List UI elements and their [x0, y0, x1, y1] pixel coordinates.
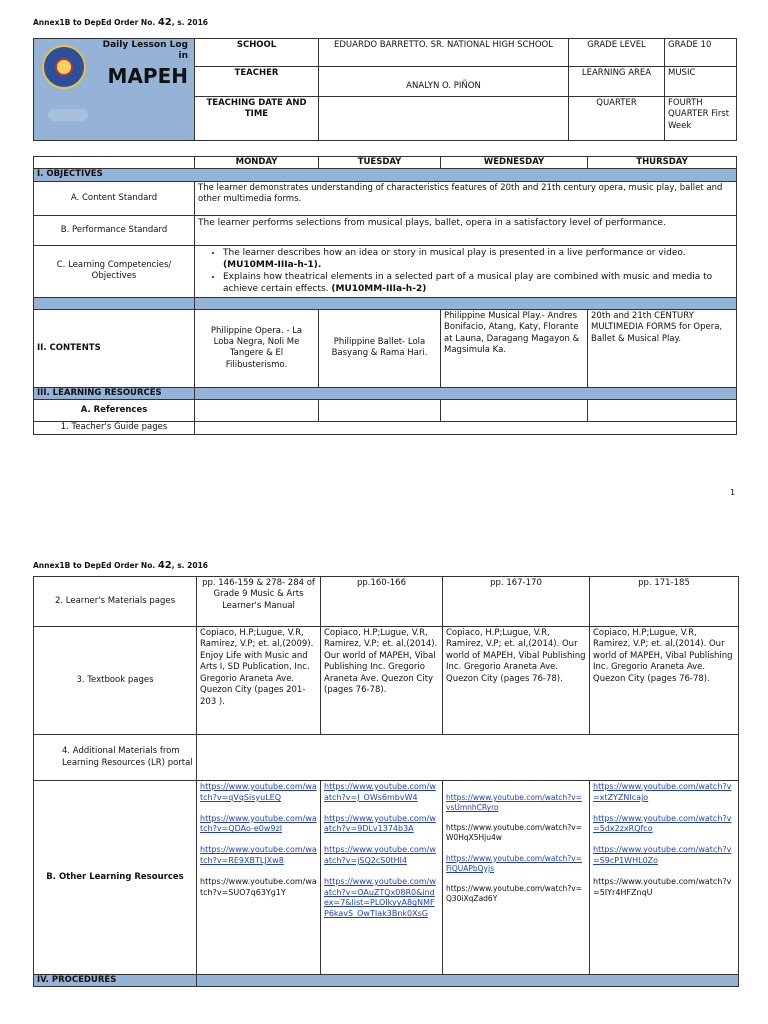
- resource-link[interactable]: https://www.youtube.com/watch?v=OAuZTQx08R0&index=7&list=PLOIkyyA8gNMFP6kavS_OwTIak3Bnk0XsG: [324, 876, 436, 919]
- quarter: FOURTH QUARTER First Week: [665, 97, 737, 141]
- deped-seal-icon: [42, 45, 86, 89]
- objectives-header: I. OBJECTIVES: [34, 169, 737, 181]
- grade-level: GRADE 10: [665, 39, 737, 67]
- resource-link[interactable]: https://www.youtube.com/watch?v=S9cP1WHL0Zo: [593, 845, 732, 865]
- header-table: Daily Lesson Log in MAPEH SCHOOL EDUARDO BARRETTO. SR. NATIONAL HIGH SCHOOL GRADE LEVEL GRADE 10 TEACHER ANALYN O. PIÑON LEARNING AREA MUSIC TEACHING DATE AND TIME QUARTER FOURTH QUARTER First Week: [33, 38, 737, 141]
- links-thursday: https://www.youtube.com/watch?v=xtZYZNIcajo https://www.youtube.com/watch?v=5dx2zxRQfco https://www.youtube.com/watch?v=S9cP1WHL0Zo https://www.youtube.com/watch?v=5IYr4HFZnqU: [590, 781, 739, 975]
- day-tuesday: TUESDAY: [319, 157, 441, 169]
- annex-header-2: Annex1B to DepEd Order No. 42, s. 2016: [33, 560, 209, 571]
- learning-area: MUSIC: [665, 67, 737, 97]
- resource-link[interactable]: https://www.youtube.com/watch?v=jSQ2cS0tHI4: [324, 845, 436, 865]
- day-thursday: THURSDAY: [588, 157, 737, 169]
- links-tuesday: [321, 781, 443, 975]
- learning-competencies: • The learner describes how an idea or story in musical play is presented in a live performance or video. (MU10MM-IIIa-h-1). • Explains how theatrical elements in a selected part of a musical play are combined with music and media to achieve certain effects. (MU10MM-IIIa-h-2): [195, 245, 737, 297]
- resource-link[interactable]: https://www.youtube.com/watch?v=FiQUAPbQyjs: [446, 853, 583, 873]
- contents-header: II. CONTENTS: [34, 309, 195, 387]
- school-name: EDUARDO BARRETTO. SR. NATIONAL HIGH SCHOOL: [319, 39, 569, 67]
- resource-link[interactable]: https://www.youtube.com/watch?v=5dx2zxRQfco: [593, 813, 732, 834]
- dll-table-page2: 2. Learner's Materials pages pp. 146-159 & 278- 284 of Grade 9 Music & Arts Learner's Manual pp.160-166 pp. 167-170 pp. 171-185 3. Textbook pages Copiaco, H.P;Lugue, V.R, Ramirez, V.P; et. al,(2009). Enjoy Life with Music and Arts I, SD Publication, Inc. Gregorio Araneta Ave. Quezon City (pages 201-203 ). Copiaco, H.P;Lugue, V.R, Ramirez, V.P; et. al,(2014). Our world of MAPEH, Vibal Publishing Inc. Gregorio Araneta Ave. Quezon City (pages 76-78). Copiaco, H.P;Lugue, V.R, Ramirez, V.P; et. al,(2014). Our world of MAPEH, Vibal Publishing Inc. Gregorio Araneta Ave. Quezon City (pages 76-78). Copiaco, H.P;Lugue, V.R, Ramirez, V.P; et. al,(2014). Our world of MAPEH, Vibal Publishing Inc. Gregorio Araneta Ave. Quezon City (pages 76-78). 4. Additional Materials from Learning Resources (LR) portal B. Other Learning Resources https://www.youtube.com/watch?v=qVqSisyuLEQ https://www.youtube.com/watch?v=QDAo-e0w9zI https://www.youtube.com/watch?v=RE9XBTLJXw8 https://www.youtube.com/watch?v=SUO7q63Yg1Y https://www.youtube.com/watch?v=J_OWs6mbvW4 https://www.youtube.com/watch?v=9DLv1374b3A https://www.youtube.com/watch?v=jSQ2cS0tHI4 https://www.youtube.com/watch?v=OAuZTQx08R0&index=7&list=PLOIkyyA8gNMFP6kavS_OwTIak3Bnk0XsG https://www.youtube.com/watch?v=vsUmnhCRyro https://www.youtube.com/watch?v=W0HqX5Hju4w https://www.youtube.com/watch?v=FiQUAPbQyjs https://www.youtube.com/watch?v=Q30iXqZad6Y https://www.youtube.com/watch?v=xtZYZNIcajo https://www.youtube.com/watch?v=5dx2zxRQfco https://www.youtube.com/watch?v=S9cP1WHL0Zo https://www.youtube.com/watch?v=5IYr4HFZnqU IV. PROCEDURES: [33, 576, 739, 987]
- resource-link[interactable]: https://www.youtube.com/watch?v=qVqSisyuLEQ: [200, 782, 317, 802]
- other-resources-label: B. Other Learning Resources: [34, 781, 197, 975]
- resource-link[interactable]: https://www.youtube.com/watch?v=RE9XBTLJXw8: [200, 845, 317, 865]
- day-wednesday: WEDNESDAY: [441, 157, 588, 169]
- dll-title: Daily Lesson Log: [102, 40, 188, 50]
- annex-header: Annex1B to DepEd Order No. 42, s. 2016: [33, 17, 209, 28]
- resource-link[interactable]: https://www.youtube.com/watch?v=xtZYZNIcajo: [593, 782, 732, 802]
- subject-title: MAPEH: [107, 64, 188, 88]
- procedures-header: IV. PROCEDURES: [34, 975, 197, 987]
- resource-link[interactable]: https://www.youtube.com/watch?v=9DLv1374b3A: [324, 813, 436, 834]
- resource-link[interactable]: https://www.youtube.com/watch?v=QDAo-e0w9zI: [200, 813, 317, 834]
- resource-link[interactable]: https://www.youtube.com/watch?v=J_OWs6mbvW4: [324, 782, 436, 802]
- logo-cell: Daily Lesson Log in MAPEH: [34, 39, 195, 141]
- resources-header: III. LEARNING RESOURCES: [34, 387, 195, 399]
- day-monday: MONDAY: [195, 157, 319, 169]
- links-wednesday: https://www.youtube.com/watch?v=vsUmnhCRyro https://www.youtube.com/watch?v=W0HqX5Hju4w https://www.youtube.com/watch?v=FiQUAPbQyjs https://www.youtube.com/watch?v=Q30iXqZad6Y: [443, 781, 590, 975]
- content-standard: The learner demonstrates understanding of characteristics features of 20th and 21th century opera, music play, ballet and other multimedia forms.: [195, 181, 737, 215]
- teacher-name: ANALYN O. PIÑON: [319, 67, 569, 97]
- dll-table-page1: MONDAY TUESDAY WEDNESDAY THURSDAY I. OBJECTIVES A. Content Standard The learner demonstrates understanding of characteristics features of 20th and 21th century opera, music play, ballet and other multimedia forms. B. Performance Standard The learner performs selections from musical plays, ballet, opera in a satisfactory level of performance. C. Learning Competencies/ Objectives • The learner describes how an idea or story in musical play is presented in a live performance or video. (MU10MM-IIIa-h-1). • Explains how theatrical elements in a selected part of a musical play are combined with music and media to achieve certain effects. (MU10MM-IIIa-h-2) II. CONTENTS Philippine Opera. - La Loba Negra, Noli Me Tangere & El Filibusterismo. Philippine Ballet- Lola Basyang & Rama Hari. Philippine Musical Play.- Andres Bonifacio, Atang, Katy, Florante at Launa, Daragang Magayon & Magsimula Ka. 20th and 21th CENTURY MULTIMEDIA FORMS for Opera, Ballet & Musical Play. III. LEARNING RESOURCES A. References 1. Teacher's Guide pages: [33, 156, 737, 435]
- teaching-date: [319, 97, 569, 141]
- links-monday: https://www.youtube.com/watch?v=qVqSisyuLEQ https://www.youtube.com/watch?v=QDAo-e0w9zI https://www.youtube.com/watch?v=RE9XBTLJXw8 https://www.youtube.com/watch?v=SUO7q63Yg1Y: [197, 781, 321, 975]
- page-number: 1: [730, 488, 736, 497]
- resource-link[interactable]: https://www.youtube.com/watch?v=vsUmnhCRyro: [446, 793, 583, 813]
- performance-standard: The learner performs selections from musical plays, ballet, opera in a satisfactory level of performance.: [195, 215, 737, 245]
